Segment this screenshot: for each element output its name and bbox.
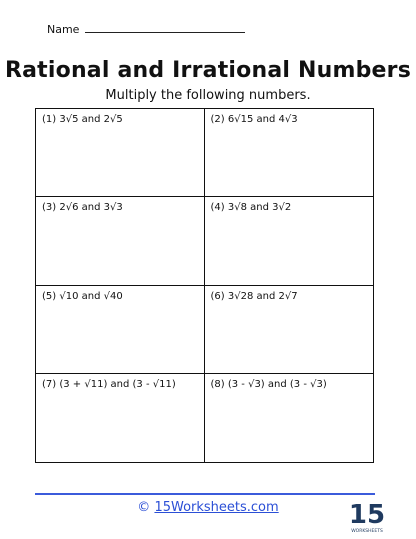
problem-grid bbox=[35, 108, 374, 463]
worksheet-instructions: Multiply the following numbers. bbox=[105, 88, 311, 103]
problem-cell-5[interactable]: (5) √10 and √40 bbox=[36, 286, 205, 374]
worksheet-title: Rational and Irrational Numbers bbox=[4, 58, 411, 83]
copyright-symbol: © bbox=[137, 500, 151, 515]
name-label: Name bbox=[47, 23, 80, 36]
problem-cell-1[interactable]: (1) 3√5 and 2√5 bbox=[36, 109, 205, 197]
problem-cell-8[interactable]: (8) (3 - √3) and (3 - √3) bbox=[210, 378, 327, 390]
name-blank-line[interactable] bbox=[85, 22, 245, 33]
problem-cell-4[interactable]: (4) 3√8 and 3√2 bbox=[205, 197, 374, 285]
footer-site-text: 15Worksheets.com bbox=[154, 500, 279, 515]
logo-number: 15 bbox=[348, 500, 386, 530]
problem-cell-2[interactable]: (2) 6√15 and 4√3 bbox=[205, 109, 374, 197]
logo-subtext: WORKSHEETS bbox=[351, 529, 383, 534]
name-field-row bbox=[47, 22, 245, 36]
problem-cell-7[interactable]: (7) (3 + √11) and (3 - √11) bbox=[36, 374, 205, 462]
problem-cell-3[interactable]: (3) 2√6 and 3√3 bbox=[36, 197, 205, 285]
footer-divider bbox=[35, 493, 375, 495]
problem-cell-6[interactable]: (6) 3√28 and 2√7 bbox=[205, 286, 374, 374]
15worksheets-logo-icon bbox=[348, 497, 386, 535]
